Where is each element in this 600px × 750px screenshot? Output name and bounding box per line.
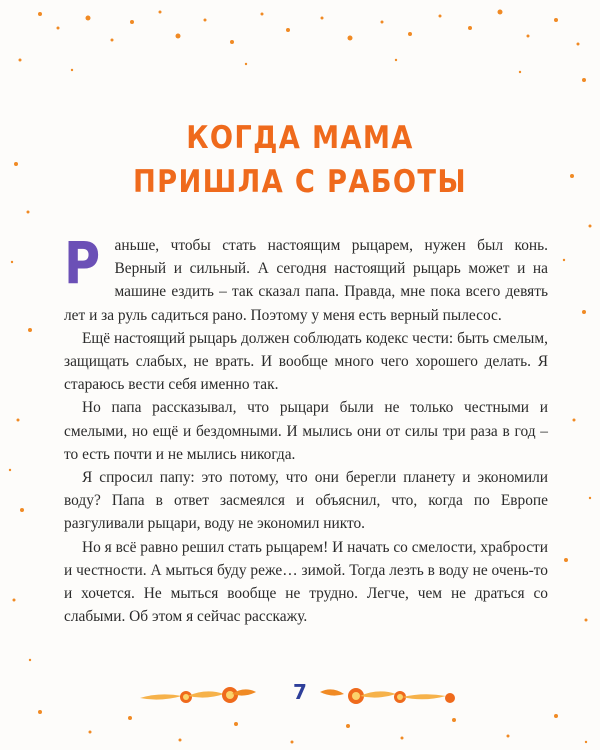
paragraph-3: Но папа рассказывал, что рыцари были не только честными и смелыми, но ещё и бездомными. И мылись они от силы три раза в год – то есть почти и не мылись никогда.	[64, 399, 548, 463]
paragraph-5: Но я всё равно решил стать рыцарем! И начать со смелости, храбрости и честности. А мыться буду реже… зимой. Тогда лезть в воду не очень-то и хочется. Не мыться вообще не трудно. Легче, чем не драться со слабыми. Об этом я сейчас расскажу.	[64, 538, 548, 626]
paragraph-1	[64, 229, 548, 327]
page-number: 7	[293, 680, 307, 704]
chapter-text	[64, 229, 548, 628]
paragraph-1-text: аньше, чтобы стать настоящим рыцарем, нужен был конь. Верный и сильный. А сегодня настоящий рыцарь может и на машине ездить – так сказал папа. Правда, мне пока всего девять лет и за руль садиться рано. Поэтому у меня есть верный пылесос.	[64, 237, 548, 324]
chapter-title-line-1: КОГДА МАМА	[186, 120, 414, 156]
drop-cap: Р	[64, 229, 101, 297]
fireball-decoration-icon	[140, 687, 256, 703]
paragraph-2: Ещё настоящий рыцарь должен соблюдать кодекс чести: быть смелым, защищать слабых, не врать. И вообще много чего хорошего делать. Я стараюсь вести себя именно так.	[64, 329, 548, 394]
fireball-decoration-icon	[320, 688, 455, 704]
paragraph-4: Я спросил папу: это потому, что они берегли планету и экономили воду? Папа в ответ засмеялся и объяснил, что, когда по Европе разгуливали рыцари, воду не экономил никто.	[64, 469, 548, 533]
chapter-title	[36, 116, 564, 204]
chapter-title-line-2: ПРИШЛА С РАБОТЫ	[133, 164, 467, 200]
